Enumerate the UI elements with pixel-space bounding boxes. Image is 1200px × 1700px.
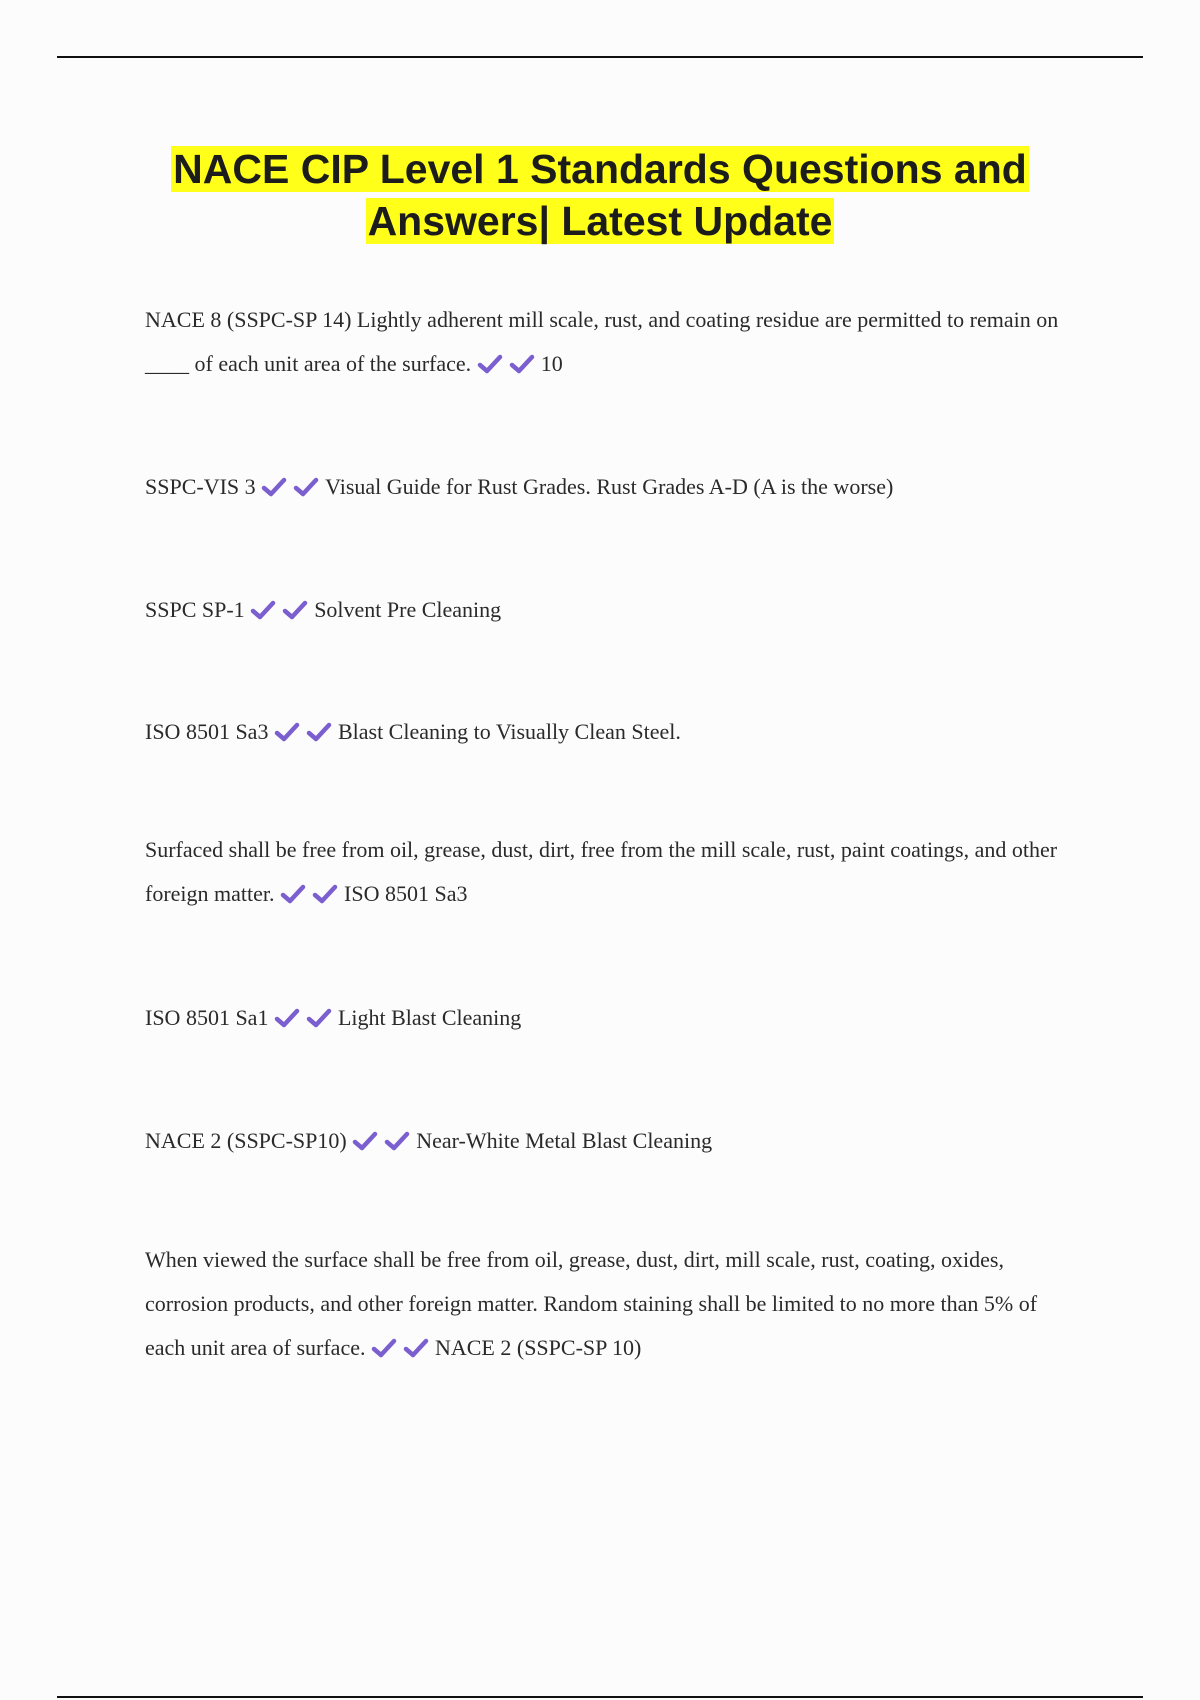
answer-text: Visual Guide for Rust Grades. Rust Grades A-D (A is the worse) (325, 474, 894, 499)
checkmark-icon (477, 354, 503, 374)
bottom-rule (57, 1696, 1143, 1698)
title-line-2: Answers| Latest Update (367, 198, 833, 244)
qa-item-2 (145, 465, 1065, 509)
qa-item-5 (145, 828, 1065, 916)
qa-item-3 (145, 588, 1065, 632)
checkmark-icon (293, 477, 319, 497)
checkmark-icon (306, 722, 332, 742)
answer-text: Solvent Pre Cleaning (314, 597, 502, 622)
question-text: Surfaced shall be free from oil, grease, dust, dirt, free from the mill scale, rust, paint coatings, and other foreign matter. (145, 837, 1058, 906)
qa-item-8 (145, 1238, 1065, 1370)
answer-text: NACE 2 (SSPC-SP 10) (434, 1335, 642, 1360)
title-line-1: NACE CIP Level 1 Standards Questions and (173, 146, 1027, 192)
top-rule (57, 56, 1143, 58)
question-text: SSPC-VIS 3 (145, 474, 256, 499)
question-text: NACE 2 (SSPC-SP10) (145, 1128, 347, 1153)
answer-text: 10 (540, 351, 563, 376)
document-title (100, 143, 1100, 247)
checkmark-icon (306, 1008, 332, 1028)
answer-text: Blast Cleaning to Visually Clean Steel. (337, 719, 681, 744)
checkmark-icon (250, 600, 276, 620)
answer-text: ISO 8501 Sa3 (344, 881, 468, 906)
checkmark-icon (280, 884, 306, 904)
answer-text: Light Blast Cleaning (337, 1005, 522, 1030)
checkmark-icon (282, 600, 308, 620)
qa-item-7 (145, 1119, 1065, 1163)
question-text: When viewed the surface shall be free from oil, grease, dust, dirt, mill scale, rust, coating, oxides, corrosion products, and other foreign matter. Random staining shall be limited to no more than 5% of each unit area of surface. (145, 1247, 1038, 1360)
checkmark-icon (509, 354, 535, 374)
checkmark-icon (352, 1131, 378, 1151)
checkmark-icon (312, 884, 338, 904)
qa-item-4 (145, 710, 1065, 754)
question-text: ISO 8501 Sa3 (145, 719, 269, 744)
qa-item-1 (145, 298, 1065, 386)
checkmark-icon (274, 1008, 300, 1028)
question-text: SSPC SP-1 (145, 597, 245, 622)
checkmark-icon (403, 1338, 429, 1358)
question-text: ISO 8501 Sa1 (145, 1005, 269, 1030)
checkmark-icon (371, 1338, 397, 1358)
checkmark-icon (384, 1131, 410, 1151)
answer-text: Near-White Metal Blast Cleaning (416, 1128, 713, 1153)
question-text: NACE 8 (SSPC-SP 14) Lightly adherent mill scale, rust, and coating residue are permitted to remain on ____ of each unit area of the surface. (145, 307, 1059, 376)
qa-item-6 (145, 996, 1065, 1040)
checkmark-icon (261, 477, 287, 497)
checkmark-icon (274, 722, 300, 742)
